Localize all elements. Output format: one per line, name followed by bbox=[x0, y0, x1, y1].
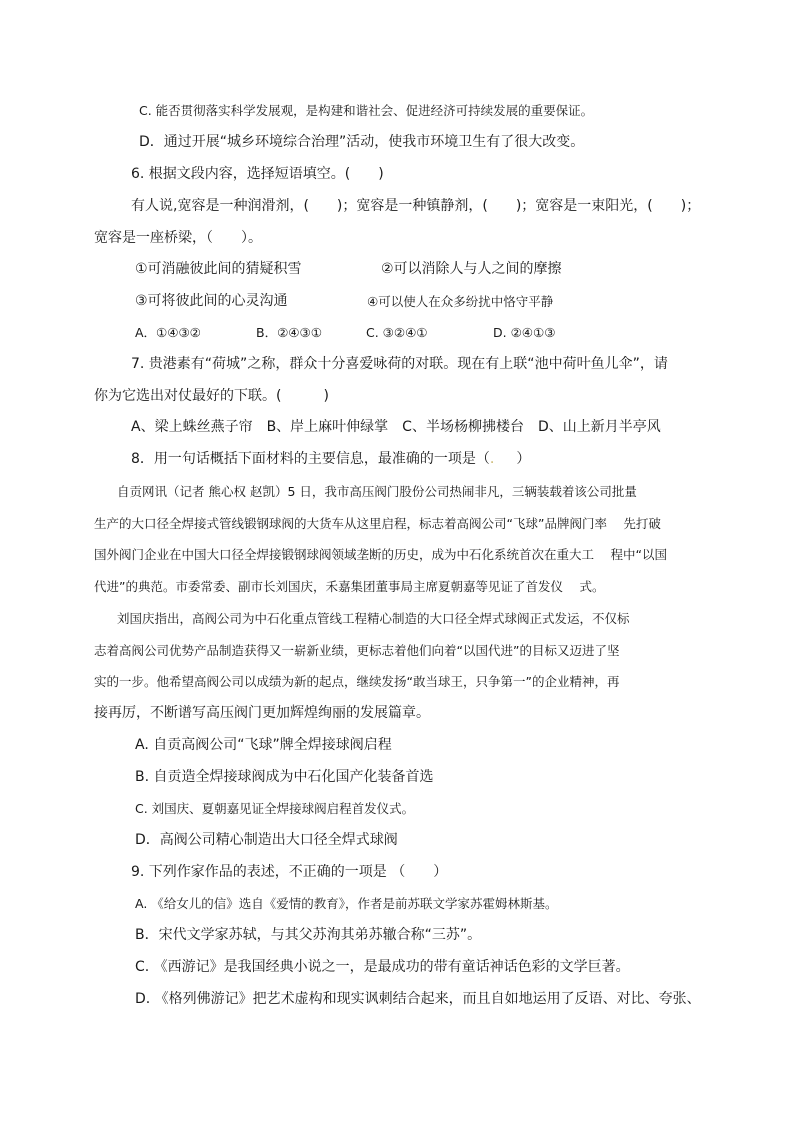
q5-option-c: C. 能否贯彻落实科学发展观，是构建和谐社会、促进经济可持续发展的重要保证。 bbox=[139, 103, 594, 118]
dot-mark: . bbox=[489, 451, 495, 467]
q8-passage-p2-line1: 刘国庆指出，高阀公司为中石化重点管线工程精心制造的大口径全焊式球阀正式发运，不仅标 bbox=[117, 611, 630, 626]
q8-option-b: B. 自贡造全焊接球阀成为中石化国产化装备首选 bbox=[135, 769, 434, 785]
q8-passage-p1-line1: 自贡网讯（记者 熊心权 赵凯）5 日，我市高压阀门股份公司热闹非凡，三辆装载着该公司批量 bbox=[117, 484, 637, 499]
q8-stem-text: 8．用一句话概括下面材料的主要信息，最准确的一项是（ bbox=[131, 451, 490, 467]
q6-option-b: B．②④③① bbox=[256, 325, 322, 340]
q6-item-4: ④可以使人在众多纷扰中恪守平静 bbox=[367, 294, 554, 309]
q7-stem-line1: 7. 贵港素有“荷城”之称，群众十分喜爱咏荷的对联。现在有上联“池中荷叶鱼儿伞”，请 bbox=[131, 356, 668, 372]
q8-passage-p2-line4: 接再厉，不断谱写高压阀门更加辉煌绚丽的发展篇章。 bbox=[94, 705, 430, 721]
q8-passage-p2-line3: 实的一步。他希望高阀公司以成绩为新的起点，继续发扬“敢当球王，只争第一”的企业精神，再 bbox=[94, 674, 620, 689]
q6-text-line1: 有人说,宽容是一种润滑剂，( )；宽容是一种镇静剂，( )；宽容是一束阳光，( )； bbox=[131, 198, 701, 214]
q8-passage-p1-line4: 代进”的典范。市委常委、副市长刘国庆，禾嘉集团董事局主席夏朝嘉等见证了首发仪 式。 bbox=[94, 579, 605, 594]
q9-option-a: A. 《给女儿的信》选自《爱情的教育》，作者是前苏联文学家苏霍姆林斯基。 bbox=[135, 896, 558, 911]
q9-option-b: B．宋代文学家苏轼，与其父苏洵其弟苏辙合称“三苏”。 bbox=[135, 927, 482, 943]
q6-option-a: A．①④③② bbox=[135, 325, 201, 340]
q6-item-3: ③可将彼此间的心灵沟通 bbox=[135, 293, 288, 309]
q9-option-c: C. 《西游记》是我国经典小说之一，是最成功的带有童话神话色彩的文学巨著。 bbox=[135, 959, 630, 975]
q8-passage-p1-line3: 国外阀门企业在中国大口径全焊接锻钢球阀领域垄断的历史，成为中石化系统首次在重大工 程中“以国 bbox=[94, 547, 667, 562]
q9-stem: 9. 下列作家作品的表述，不正确的一项是 （ ） bbox=[131, 864, 448, 880]
q8-stem bbox=[131, 450, 530, 468]
q6-stem: 6. 根据文段内容，选择短语填空。( ) bbox=[131, 166, 384, 182]
q6-option-d: D. ②④①③ bbox=[493, 325, 556, 340]
q5-option-d: D．通过开展“城乡环境综合治理”活动，使我市环境卫生有了很大改变。 bbox=[139, 134, 585, 150]
q8-passage-p2-line2: 志着高阀公司优势产品制造获得又一崭新业绩，更标志着他们向着“以国代进”的目标又迈进了坚 bbox=[94, 643, 620, 658]
q8-option-d: D．高阀公司精心制造出大口径全焊式球阀 bbox=[135, 832, 398, 848]
q8-passage-p1-line2: 生产的大口径全焊接式管线锻钢球阀的大货车从这里启程，标志着高阀公司“飞球”品牌阀门率 先打破 bbox=[94, 516, 661, 531]
q8-option-c: C. 刘国庆、夏朝嘉见证全焊接球阀启程首发仪式。 bbox=[135, 801, 415, 816]
q6-text-line2: 宽容是一座桥梁，（ ）。 bbox=[94, 230, 262, 246]
q6-option-c: C. ③②④① bbox=[366, 325, 428, 340]
q8-option-a: A. 自贡高阀公司“飞球”牌全焊接球阀启程 bbox=[135, 737, 392, 753]
q8-stem-close: ） bbox=[516, 451, 531, 467]
q6-item-2: ②可以消除人与人之间的摩擦 bbox=[381, 261, 562, 277]
q6-item-1: ①可消融彼此间的猜疑积雪 bbox=[135, 261, 302, 277]
q9-option-d: D. 《格列佛游记》把艺术虚构和现实讽刺结合起来，而且自如地运用了反语、对比、夸张、 bbox=[135, 991, 701, 1007]
q7-stem-line2: 你为它选出对仗最好的下联。( ) bbox=[94, 388, 329, 404]
q7-options: A、梁上蛛丝燕子帘 B、岸上麻叶伸绿掌 C、半场杨柳拂楼台 D、山上新月半亭风 bbox=[131, 419, 661, 435]
